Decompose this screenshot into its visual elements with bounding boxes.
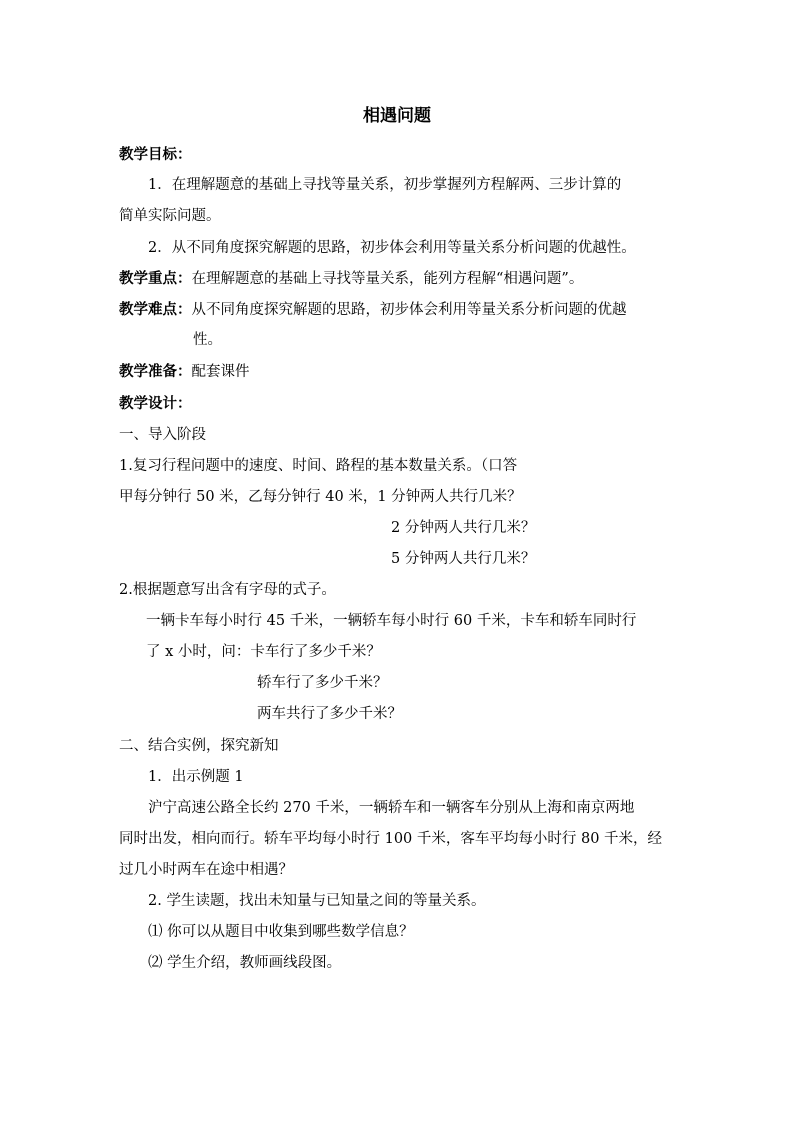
section-1-item-2: 2.根据题意写出含有字母的式子。 — [119, 582, 336, 598]
section-1-question-3: 5 分钟两人共行几米？ — [391, 551, 536, 567]
section-2-heading: 二、结合实例，探究新知 — [119, 738, 279, 754]
example-line-1: 沪宁高速公路全长约 270 千米，一辆轿车和一辆客车分别从上海和南京两地 — [148, 800, 635, 816]
section-2-sub-1: ⑴ 你可以从题目中收集到哪些数学信息？ — [148, 924, 414, 940]
example-line-2: 同时出发，相向而行。轿车平均每小时行 100 千米，客车平均每小时行 80 千米，经 — [119, 831, 663, 847]
section-2-sub-2: ⑵ 学生介绍，教师画线段图。 — [148, 955, 342, 971]
preparation-label: 教学准备： — [119, 363, 192, 380]
objective-1-line-1: 1．在理解题意的基础上寻找等量关系，初步掌握列方程解两、三步计算的 — [148, 177, 622, 193]
section-2-step-1: 1．出示例题 1 — [148, 769, 244, 785]
difficulty-text-line-1: 从不同角度探究解题的思路，初步体会利用等量关系分析问题的优越 — [191, 302, 627, 318]
section-1-question-1: 甲每分钟行 50 米，乙每分钟行 40 米，1 分钟两人共行几米？ — [119, 489, 522, 505]
example-line-3: 过几小时两车在途中相遇？ — [119, 862, 293, 878]
problem-question-2: 轿车行了多少千米？ — [257, 675, 388, 691]
objectives-heading: 教学目标： — [119, 146, 192, 163]
design-heading: 教学设计： — [119, 395, 192, 412]
key-point — [119, 269, 583, 289]
problem-question-3: 两车共行了多少千米？ — [257, 706, 402, 722]
section-1-item-1: 1.复习行程问题中的速度、时间、路程的基本数量关系。（口答 — [119, 458, 518, 474]
objective-2: 2．从不同角度探究解题的思路，初步体会利用等量关系分析问题的优越性。 — [148, 240, 636, 256]
problem-line-2: 了 x 小时，问：卡车行了多少千米？ — [146, 644, 381, 660]
section-2-step-2: 2. 学生读题，找出未知量与已知量之间的等量关系。 — [148, 893, 486, 909]
key-point-text: 在理解题意的基础上寻找等量关系，能列方程解“相遇问题”。 — [191, 271, 584, 287]
page-title: 相遇问题 — [363, 106, 431, 126]
difficulty-text-line-2: 性。 — [193, 332, 222, 348]
section-1-heading: 一、导入阶段 — [119, 427, 206, 443]
difficulty-label: 教学难点： — [119, 301, 192, 318]
section-1-question-2: 2 分钟两人共行几米？ — [391, 520, 536, 536]
preparation — [119, 362, 250, 382]
difficulty — [119, 300, 627, 320]
problem-line-1: 一辆卡车每小时行 45 千米，一辆轿车每小时行 60 千米，卡车和轿车同时行 — [146, 613, 637, 629]
preparation-text: 配套课件 — [191, 364, 250, 380]
objective-1-line-2: 简单实际问题。 — [119, 208, 221, 224]
key-point-label: 教学重点： — [119, 270, 192, 287]
